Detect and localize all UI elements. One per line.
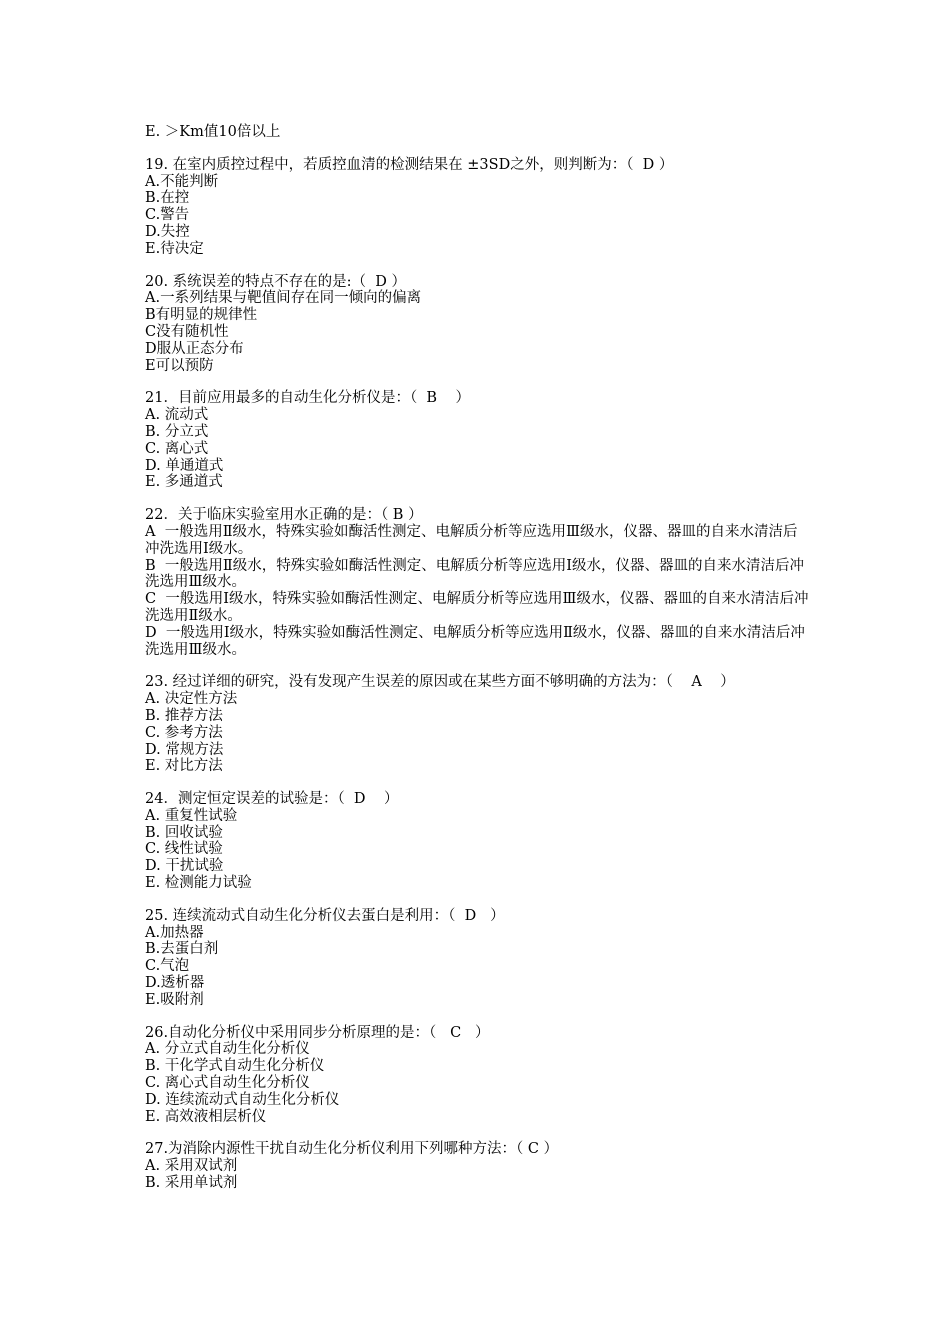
option-a: A. 分立式自动生化分析仪	[145, 1041, 310, 1058]
option-c: C. 参考方法	[145, 724, 223, 741]
option-d: D. 连续流动式自动生化分析仪	[145, 1091, 340, 1108]
option-b: B. 回收试验	[145, 824, 223, 841]
option-d: D.失控	[145, 223, 190, 240]
question-stem: 27.为消除内源性干扰自动生化分析仪利用下列哪种方法：（ C ）	[145, 1141, 559, 1158]
question-stem: 21．目前应用最多的自动生化分析仪是：（ B ）	[145, 390, 471, 407]
question-19	[145, 157, 810, 258]
question-23	[145, 674, 810, 775]
option-c: C 一般选用Ⅰ级水，特殊实验如酶活性测定、电解质分析等应选用Ⅲ级水，仪器、器皿的自来水清洁后冲洗选用Ⅱ级水。	[145, 591, 809, 624]
option-c: C. 离心式	[145, 440, 209, 457]
question-21	[145, 390, 810, 491]
option-d: D 一般选用Ⅰ级水，特殊实验如酶活性测定、电解质分析等应选用Ⅱ级水，仪器、器皿的自来水清洁后冲洗选用Ⅲ级水。	[145, 624, 805, 658]
option-a: A 一般选用Ⅱ级水，特殊实验如酶活性测定、电解质分析等应选用Ⅲ级水，仪器、器皿的自来水清洁后冲洗选用Ⅰ级水。	[145, 523, 798, 557]
option-b: B. 推荐方法	[145, 707, 223, 724]
option-e: E. 多通道式	[145, 474, 223, 491]
option-b: B 一般选用Ⅱ级水，特殊实验如酶活性测定、电解质分析等应选用Ⅰ级水，仪器、器皿的自来水清洁后冲洗选用Ⅲ级水。	[145, 557, 804, 591]
question-25	[145, 908, 810, 1009]
question-20	[145, 274, 810, 375]
question-stem: 25. 连续流动式自动生化分析仪去蛋白是利用：（ D ）	[145, 907, 505, 924]
option-line: E. ＞Km值10倍以上	[145, 124, 281, 140]
option-b: B.在控	[145, 190, 190, 207]
option-e: E.吸附剂	[145, 991, 204, 1008]
option-c: C.警告	[145, 207, 190, 224]
option-e: E. 高效液相层析仪	[145, 1108, 267, 1125]
question-22	[145, 507, 810, 658]
option-c: C没有随机性	[145, 323, 229, 340]
option-c: C. 线性试验	[145, 841, 223, 858]
option-d: D服从正态分布	[145, 340, 244, 357]
option-b: B. 干化学式自动生化分析仪	[145, 1058, 325, 1075]
option-a: A.加热器	[145, 924, 204, 941]
option-a: A.不能判断	[145, 173, 219, 190]
option-a: A.一系列结果与靶值间存在同一倾向的偏离	[145, 290, 422, 307]
question-24	[145, 791, 810, 892]
question-stem: 23. 经过详细的研究，没有发现产生误差的原因或在某些方面不够明确的方法为：（ A ）	[145, 674, 735, 691]
option-e: E. 检测能力试验	[145, 875, 252, 892]
option-d: D. 常规方法	[145, 741, 224, 758]
question-26	[145, 1025, 810, 1126]
option-b: B. 采用单试剂	[145, 1175, 238, 1192]
option-a: A. 采用双试剂	[145, 1158, 238, 1175]
option-a: A. 重复性试验	[145, 807, 238, 824]
option-e: E.待决定	[145, 240, 204, 257]
question-27	[145, 1141, 810, 1191]
option-d: D.透析器	[145, 975, 205, 992]
option-a: A. 决定性方法	[145, 691, 238, 708]
option-b: B. 分立式	[145, 423, 209, 440]
option-b: B.去蛋白剂	[145, 941, 219, 958]
question-stem: 22．关于临床实验室用水正确的是：（ B ）	[145, 507, 423, 524]
option-e: E可以预防	[145, 357, 214, 374]
option-d: D. 干扰试验	[145, 858, 224, 875]
option-c: C. 离心式自动生化分析仪	[145, 1075, 310, 1092]
option-c: C.气泡	[145, 958, 190, 975]
document-content	[145, 124, 810, 1208]
option-b: B有明显的规律性	[145, 307, 258, 324]
option-e: E. 对比方法	[145, 758, 223, 775]
option-d: D. 单通道式	[145, 457, 224, 474]
option-a: A. 流动式	[145, 407, 209, 424]
question-stem: 26.自动化分析仪中采用同步分析原理的是：（ C ）	[145, 1024, 490, 1041]
question-stem: 24．测定恒定误差的试验是：（ D ）	[145, 791, 399, 808]
question-stem: 19. 在室内质控过程中，若质控血清的检测结果在 ±3SD之外，则判断为：（ D ）	[145, 156, 674, 173]
question-stem: 20. 系统误差的特点不存在的是:（ D ）	[145, 273, 407, 290]
